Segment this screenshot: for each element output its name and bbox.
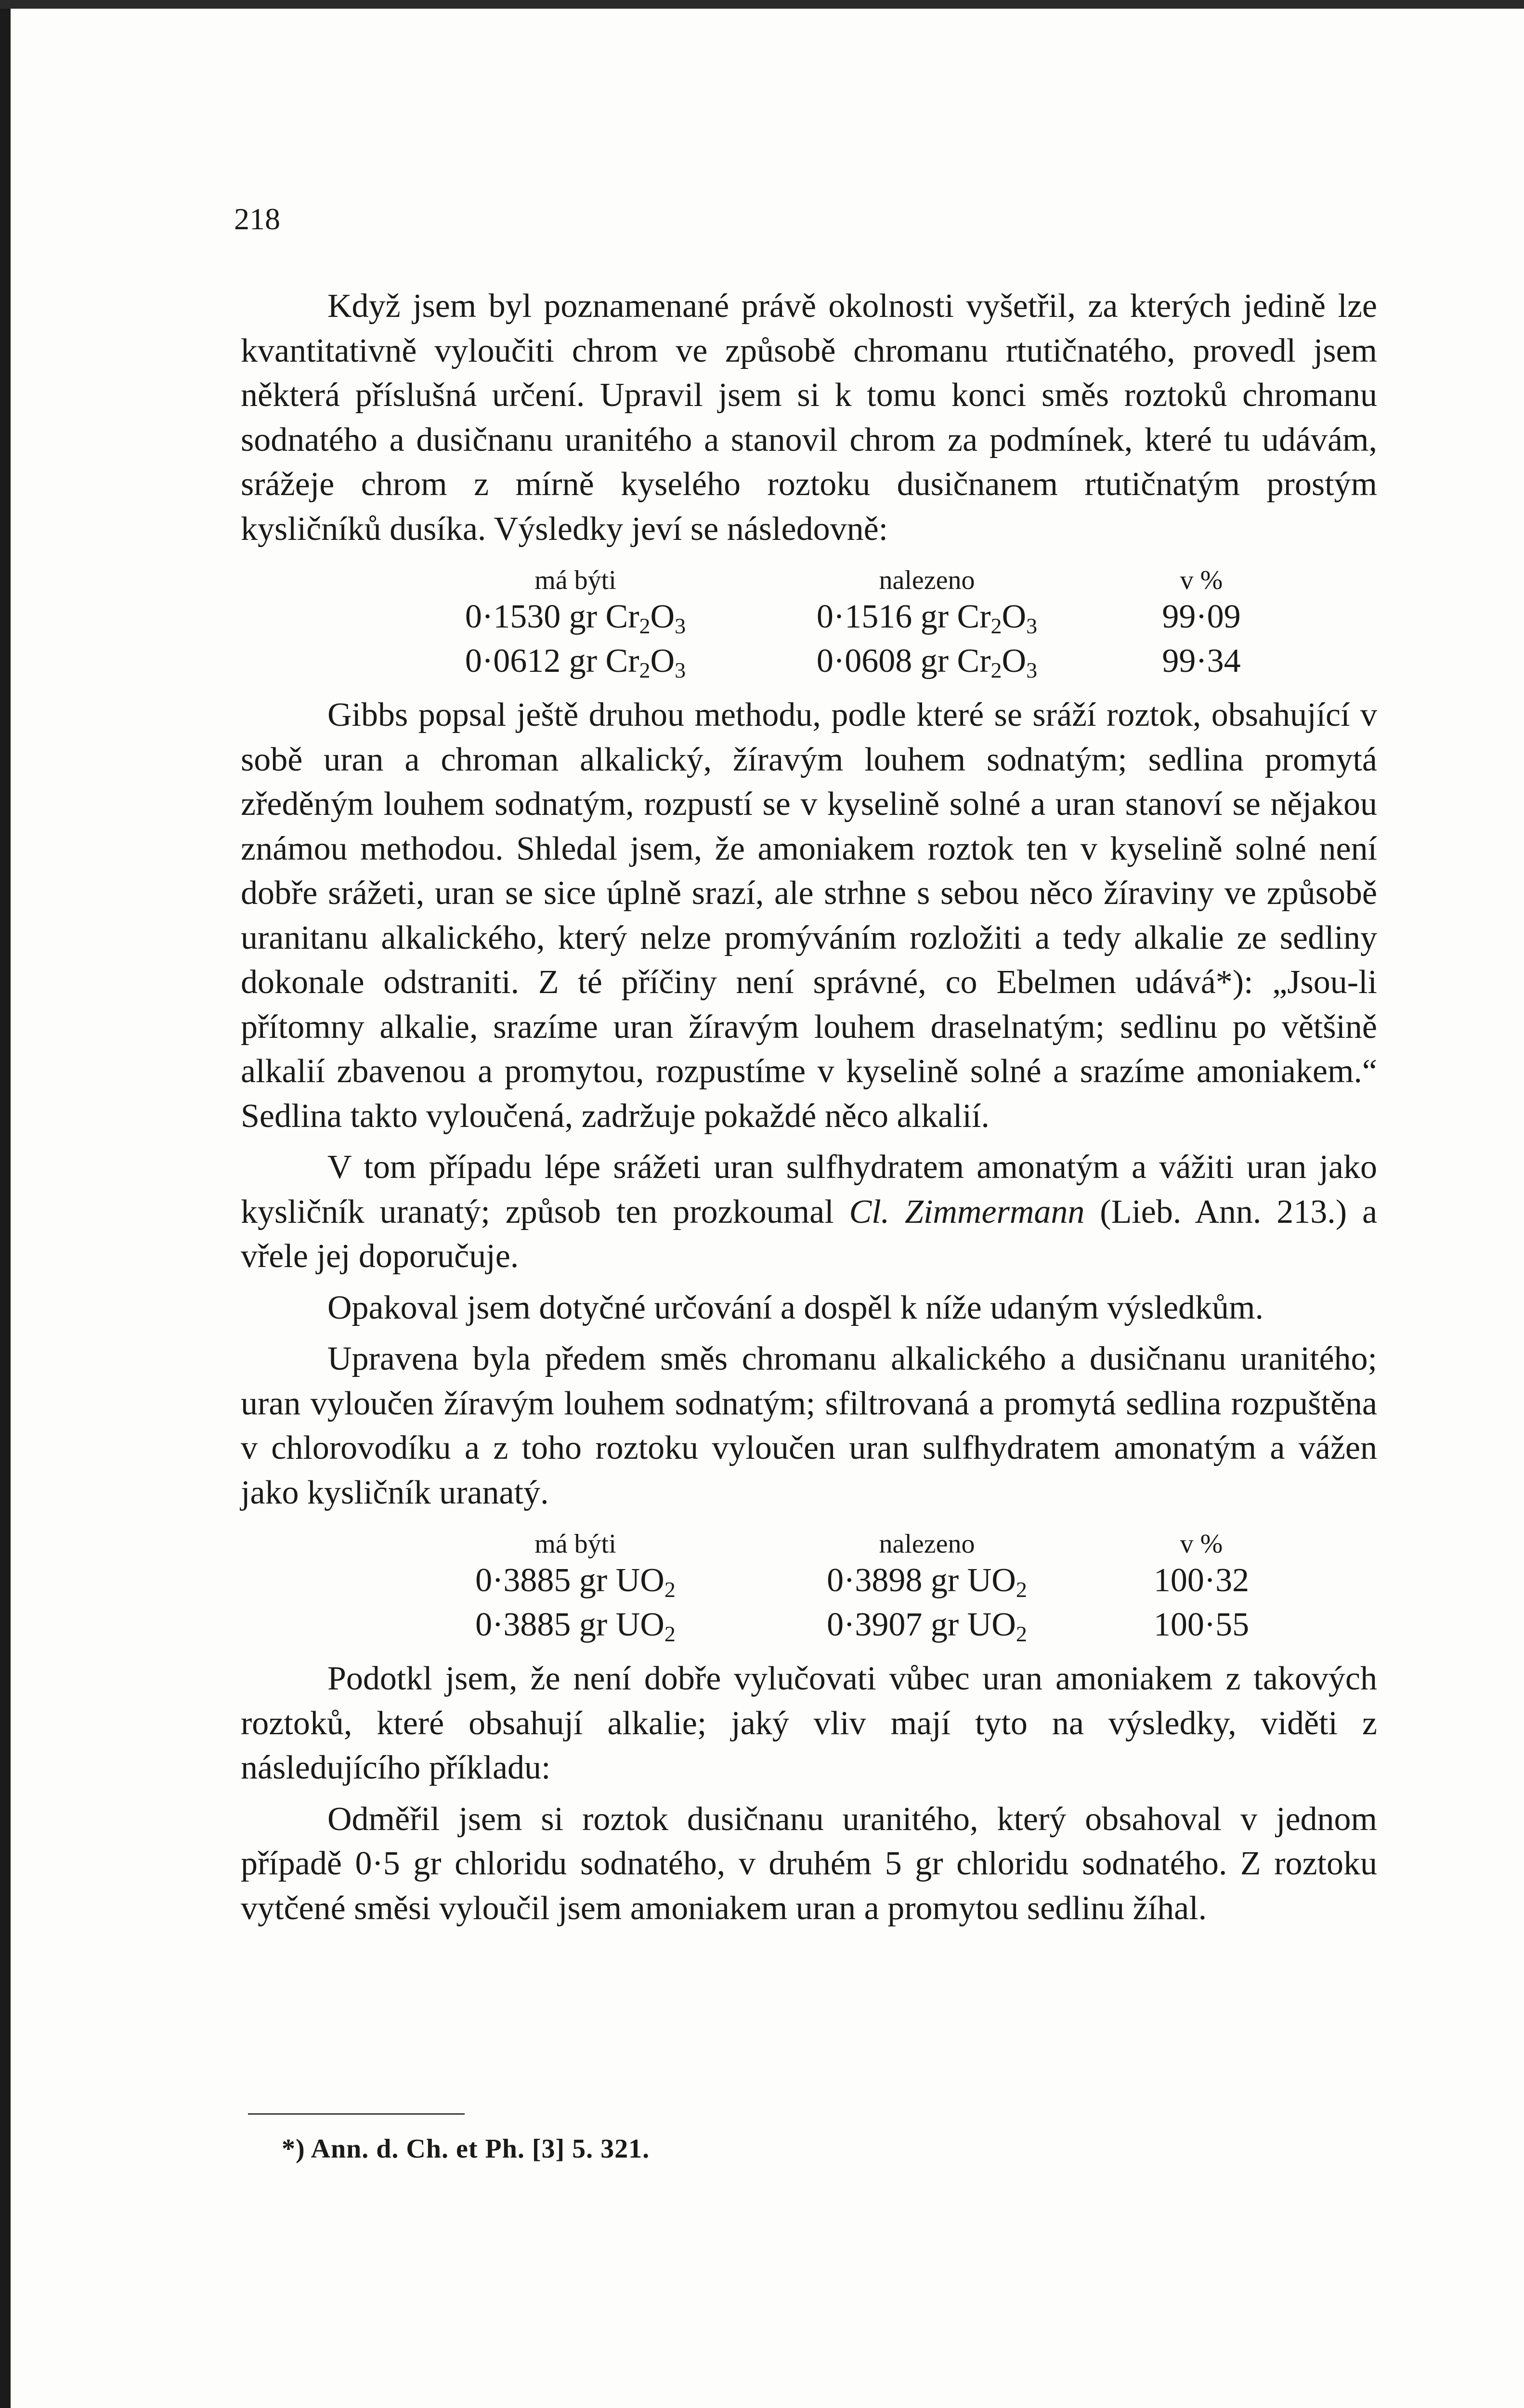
page-number: 218 <box>234 202 280 236</box>
results-table-chromium <box>402 558 1298 683</box>
cell-expected: 0·3885 gr $UO_2$ <box>475 1606 676 1646</box>
cell-percent: 99·09 <box>1162 598 1241 635</box>
cell-found: 0·1516 gr $Cr_2O_3$ <box>816 598 1038 638</box>
footnote: *) Ann. d. Ch. et Ph. [3] 5. 321. <box>282 2134 650 2164</box>
paragraph-1: Když jsem byl poznamenané právě okolnosti vyšetřil, za kterých jedině lze kvantitativně vyloučiti chrom ve způsobě chromanu rtutičnatého, provedl jsem některá příslušná určení. Upravil jsem si k tomu konci směs roztoků chromanu sodnatého a dusičnanu uranitého a stanovil chrom za podmínek, které tu udávám, srážeje chrom z mírně kyselého roztoku dusičnanem rtutičnatým prostým kysličníků dusíka. Výsledky jeví se následovně: <box>241 288 1377 548</box>
cell-expected: 0·0612 gr $Cr_2O_3$ <box>465 642 686 682</box>
paragraph-7: Odměřil jsem si roztok dusičnanu uranitého, který obsahoval v jednom případě 0·5 gr chloridu sodnatého, v druhém 5 gr chloridu sodnatého. Z roztoku vytčené směsi vyloučil jsem amoniakem uran a promytou sedlinu žíhal. <box>241 1800 1377 1927</box>
author-name: Cl. Zimmermann <box>849 1193 1085 1230</box>
table-header-row <box>402 558 1298 595</box>
cell-expected: 0·3885 gr $UO_2$ <box>475 1562 676 1602</box>
table-row <box>402 1603 1298 1647</box>
cell-percent: 100·55 <box>1153 1606 1250 1643</box>
cell-percent: 99·34 <box>1162 642 1241 680</box>
header-percent: v % <box>1180 1529 1223 1559</box>
cell-found: 0·0608 gr $Cr_2O_3$ <box>816 642 1038 682</box>
footnote-rule <box>248 2113 465 2115</box>
header-found: nalezeno <box>879 1529 975 1559</box>
paragraph-5: Upravena byla předem směs chromanu alkalického a dusičnanu uranitého; uran vyloučen žíravým louhem sodnatým; sfiltrovaná a promytá sedlina rozpuštěna v chlorovodíku a z toho roztoku vyloučen uran sulfhydratem amonatým a vážen jako kysličník uranatý. <box>241 1340 1377 1511</box>
paragraph-6: Podotkl jsem, že není dobře vylučovati vůbec uran amoniakem z takových roztoků, které obsahují alkalie; jaký vliv mají tyto na výsledky, viděti z následujícího příkladu: <box>241 1660 1377 1786</box>
header-found: nalezeno <box>879 565 975 595</box>
results-table-uranium <box>402 1522 1298 1647</box>
scan-edge-top <box>0 0 1524 9</box>
cell-found: 0·3898 gr $UO_2$ <box>827 1562 1027 1602</box>
header-expected: má býti <box>534 1529 616 1559</box>
scan-edge-left <box>0 0 11 2408</box>
paragraph-3: V tom případu lépe srážeti uran sulfhydratem amonatým a vážiti uran jako kysličník uranatý; způsob ten prozkoumal Cl. Zimmermann (Lieb. Ann. 213.) a vřele jej doporučuje. <box>241 1149 1378 1275</box>
paragraph-4: Opakoval jsem dotyčné určování a dospěl k níže udaným výsledkům. <box>327 1289 1263 1326</box>
paragraph-2: Gibbs popsal ještě druhou methodu, podle které se sráží roztok, obsahující v sobě uran a chroman alkalický, žíravým louhem sodnatým; sedlina promytá zředěným louhem sodnatým, rozpustí se v kyselině solné a uran stanoví se nějakou známou methodou. Shledal jsem, že amoniakem roztok ten v kyselině solné není dobře srážeti, uran se sice úplně srazí, ale strhne s sebou něco žíraviny ve způsobě uranitanu alkalického, který nelze promýváním rozložiti a tedy alkalie ze sedliny dokonale odstraniti. Z té příčiny není správné, co Ebelmen udává*): „Jsou-li přítomny alkalie, srazíme uran žíravým louhem draselnatým; sedlinu po většině alkalií zbavenou a promytou, rozpustíme v kyselině solné a srazíme amoniakem.“ Sedlina takto vyloučená, zadržuje pokaždé něco alkalií. <box>241 696 1377 1135</box>
table-row <box>402 595 1298 639</box>
cell-percent: 100·32 <box>1153 1562 1250 1599</box>
table-header-row <box>402 1522 1298 1558</box>
header-percent: v % <box>1180 565 1223 595</box>
cell-found: 0·3907 gr $UO_2$ <box>827 1606 1027 1646</box>
table-row <box>402 1558 1298 1603</box>
table-row <box>402 639 1298 683</box>
cell-expected: 0·1530 gr $Cr_2O_3$ <box>465 598 686 638</box>
header-expected: má býti <box>534 565 616 595</box>
main-text <box>241 284 1377 1937</box>
